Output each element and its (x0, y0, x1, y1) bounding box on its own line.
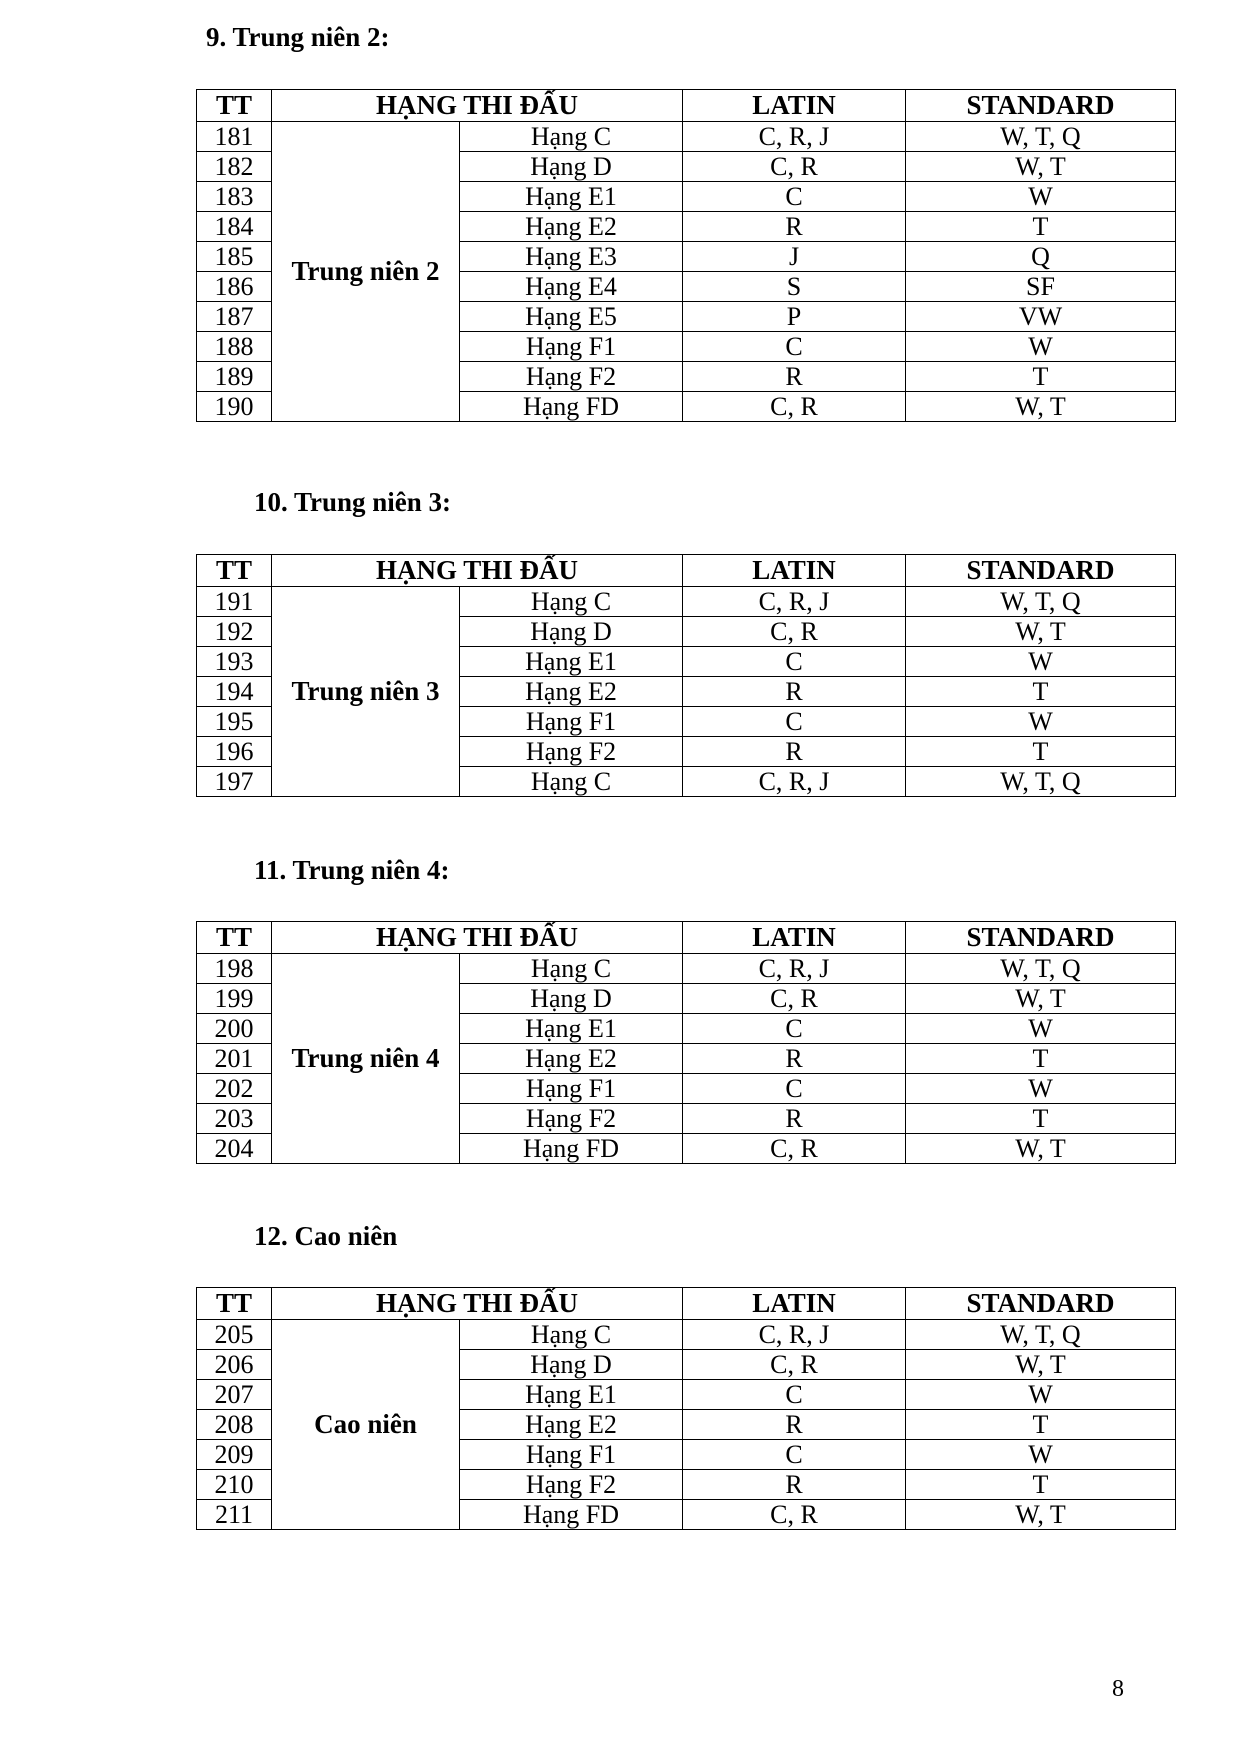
cell-group: Trung niên 4 (272, 954, 460, 1164)
cell-latin: J (683, 242, 906, 272)
cell-tt: 196 (197, 737, 272, 767)
cell-hang: Hạng F2 (460, 1104, 683, 1134)
cell-group: Cao niên (272, 1320, 460, 1530)
cell-tt: 194 (197, 677, 272, 707)
cell-tt: 195 (197, 707, 272, 737)
cell-tt: 201 (197, 1044, 272, 1074)
table-trung-nien-4 (196, 921, 1176, 1164)
section-heading-trung-nien-3: 10. Trung niên 3: (254, 487, 452, 517)
cell-hang: Hạng F1 (460, 707, 683, 737)
cell-latin: R (683, 1104, 906, 1134)
cell-latin: C (683, 182, 906, 212)
header-row (197, 922, 1176, 954)
header-latin: LATIN (683, 922, 906, 954)
cell-tt: 209 (197, 1440, 272, 1470)
header-row (197, 1288, 1176, 1320)
cell-standard: T (906, 737, 1176, 767)
cell-tt: 188 (197, 332, 272, 362)
table-trung-nien-2 (196, 89, 1176, 422)
cell-hang: Hạng FD (460, 1500, 683, 1530)
cell-tt: 192 (197, 617, 272, 647)
cell-standard: W (906, 332, 1176, 362)
cell-latin: C (683, 332, 906, 362)
cell-hang: Hạng E1 (460, 182, 683, 212)
cell-standard: W, T (906, 1134, 1176, 1164)
cell-standard: W (906, 647, 1176, 677)
cell-standard: W, T, Q (906, 1320, 1176, 1350)
cell-latin: C, R, J (683, 954, 906, 984)
cell-hang: Hạng E2 (460, 1044, 683, 1074)
cell-hang: Hạng F1 (460, 1074, 683, 1104)
cell-latin: C, R, J (683, 767, 906, 797)
section-heading-cao-nien: 12. Cao niên (254, 1221, 398, 1251)
cell-latin: R (683, 1470, 906, 1500)
cell-hang: Hạng D (460, 617, 683, 647)
cell-group: Trung niên 2 (272, 122, 460, 422)
cell-hang: Hạng FD (460, 392, 683, 422)
cell-latin: R (683, 212, 906, 242)
cell-latin: C (683, 1074, 906, 1104)
cell-tt: 210 (197, 1470, 272, 1500)
cell-latin: C, R (683, 984, 906, 1014)
cell-tt: 190 (197, 392, 272, 422)
cell-standard: T (906, 1104, 1176, 1134)
table-row (197, 587, 1176, 617)
cell-standard: T (906, 677, 1176, 707)
cell-tt: 200 (197, 1014, 272, 1044)
cell-tt: 208 (197, 1410, 272, 1440)
cell-tt: 198 (197, 954, 272, 984)
table-trung-nien-3 (196, 554, 1176, 797)
cell-hang: Hạng E2 (460, 1410, 683, 1440)
cell-standard: W (906, 1074, 1176, 1104)
cell-standard: W (906, 1380, 1176, 1410)
cell-latin: C, R, J (683, 1320, 906, 1350)
cell-standard: W, T (906, 392, 1176, 422)
cell-tt: 182 (197, 152, 272, 182)
header-hang-thi-dau: HẠNG THI ĐẤU (272, 922, 683, 954)
table-row (197, 1320, 1176, 1350)
cell-latin: C, R, J (683, 587, 906, 617)
cell-tt: 207 (197, 1380, 272, 1410)
header-hang-thi-dau: HẠNG THI ĐẤU (272, 1288, 683, 1320)
section-heading-trung-nien-4: 11. Trung niên 4: (254, 855, 450, 885)
header-latin: LATIN (683, 1288, 906, 1320)
header-standard: STANDARD (906, 922, 1176, 954)
cell-standard: T (906, 1410, 1176, 1440)
cell-hang: Hạng F2 (460, 737, 683, 767)
cell-tt: 187 (197, 302, 272, 332)
cell-hang: Hạng E4 (460, 272, 683, 302)
header-row (197, 555, 1176, 587)
cell-tt: 191 (197, 587, 272, 617)
cell-latin: C (683, 1440, 906, 1470)
header-standard: STANDARD (906, 90, 1176, 122)
table-row (197, 122, 1176, 152)
cell-latin: C, R (683, 1134, 906, 1164)
cell-hang: Hạng F2 (460, 362, 683, 392)
cell-latin: C (683, 647, 906, 677)
cell-hang: Hạng C (460, 1320, 683, 1350)
cell-tt: 185 (197, 242, 272, 272)
cell-hang: Hạng D (460, 984, 683, 1014)
cell-tt: 181 (197, 122, 272, 152)
table-row (197, 954, 1176, 984)
cell-standard: W, T (906, 617, 1176, 647)
cell-standard: T (906, 1470, 1176, 1500)
cell-standard: VW (906, 302, 1176, 332)
header-row (197, 90, 1176, 122)
cell-tt: 202 (197, 1074, 272, 1104)
cell-latin: C, R (683, 392, 906, 422)
page-number: 8 (1112, 1676, 1124, 1702)
cell-tt: 183 (197, 182, 272, 212)
cell-hang: Hạng C (460, 954, 683, 984)
cell-standard: W, T (906, 1350, 1176, 1380)
header-latin: LATIN (683, 555, 906, 587)
cell-standard: W (906, 707, 1176, 737)
cell-latin: C (683, 1380, 906, 1410)
cell-standard: W (906, 1014, 1176, 1044)
cell-hang: Hạng D (460, 152, 683, 182)
header-hang-thi-dau: HẠNG THI ĐẤU (272, 555, 683, 587)
cell-latin: C, R (683, 1350, 906, 1380)
cell-hang: Hạng F2 (460, 1470, 683, 1500)
cell-standard: W, T, Q (906, 587, 1176, 617)
header-tt: TT (197, 555, 272, 587)
cell-latin: C, R (683, 152, 906, 182)
cell-hang: Hạng C (460, 767, 683, 797)
cell-latin: C (683, 707, 906, 737)
header-standard: STANDARD (906, 555, 1176, 587)
cell-standard: W, T (906, 984, 1176, 1014)
cell-standard: T (906, 362, 1176, 392)
cell-tt: 211 (197, 1500, 272, 1530)
cell-tt: 206 (197, 1350, 272, 1380)
section-heading-trung-nien-2: 9. Trung niên 2: (206, 22, 390, 52)
cell-latin: R (683, 737, 906, 767)
cell-hang: Hạng E1 (460, 1380, 683, 1410)
cell-tt: 189 (197, 362, 272, 392)
table-cao-nien (196, 1287, 1176, 1530)
header-standard: STANDARD (906, 1288, 1176, 1320)
cell-hang: Hạng C (460, 587, 683, 617)
cell-standard: W (906, 182, 1176, 212)
cell-hang: Hạng FD (460, 1134, 683, 1164)
cell-tt: 193 (197, 647, 272, 677)
cell-tt: 203 (197, 1104, 272, 1134)
cell-hang: Hạng F1 (460, 1440, 683, 1470)
header-tt: TT (197, 1288, 272, 1320)
cell-latin: R (683, 1410, 906, 1440)
cell-standard: T (906, 1044, 1176, 1074)
cell-hang: Hạng E1 (460, 647, 683, 677)
cell-latin: C, R (683, 617, 906, 647)
cell-latin: R (683, 362, 906, 392)
cell-group: Trung niên 3 (272, 587, 460, 797)
cell-latin: C, R, J (683, 122, 906, 152)
cell-hang: Hạng C (460, 122, 683, 152)
header-tt: TT (197, 922, 272, 954)
cell-standard: W, T, Q (906, 954, 1176, 984)
cell-tt: 199 (197, 984, 272, 1014)
cell-hang: Hạng E5 (460, 302, 683, 332)
cell-tt: 184 (197, 212, 272, 242)
cell-latin: P (683, 302, 906, 332)
cell-tt: 205 (197, 1320, 272, 1350)
cell-tt: 197 (197, 767, 272, 797)
header-tt: TT (197, 90, 272, 122)
cell-latin: S (683, 272, 906, 302)
cell-standard: W, T, Q (906, 767, 1176, 797)
cell-standard: SF (906, 272, 1176, 302)
cell-standard: W, T (906, 152, 1176, 182)
cell-hang: Hạng D (460, 1350, 683, 1380)
cell-latin: R (683, 677, 906, 707)
cell-standard: Q (906, 242, 1176, 272)
cell-hang: Hạng E3 (460, 242, 683, 272)
cell-hang: Hạng E1 (460, 1014, 683, 1044)
cell-standard: T (906, 212, 1176, 242)
cell-hang: Hạng E2 (460, 212, 683, 242)
cell-hang: Hạng E2 (460, 677, 683, 707)
cell-latin: C (683, 1014, 906, 1044)
cell-standard: W (906, 1440, 1176, 1470)
cell-standard: W, T (906, 1500, 1176, 1530)
cell-latin: R (683, 1044, 906, 1074)
header-hang-thi-dau: HẠNG THI ĐẤU (272, 90, 683, 122)
cell-latin: C, R (683, 1500, 906, 1530)
cell-tt: 204 (197, 1134, 272, 1164)
cell-standard: W, T, Q (906, 122, 1176, 152)
cell-hang: Hạng F1 (460, 332, 683, 362)
cell-tt: 186 (197, 272, 272, 302)
header-latin: LATIN (683, 90, 906, 122)
